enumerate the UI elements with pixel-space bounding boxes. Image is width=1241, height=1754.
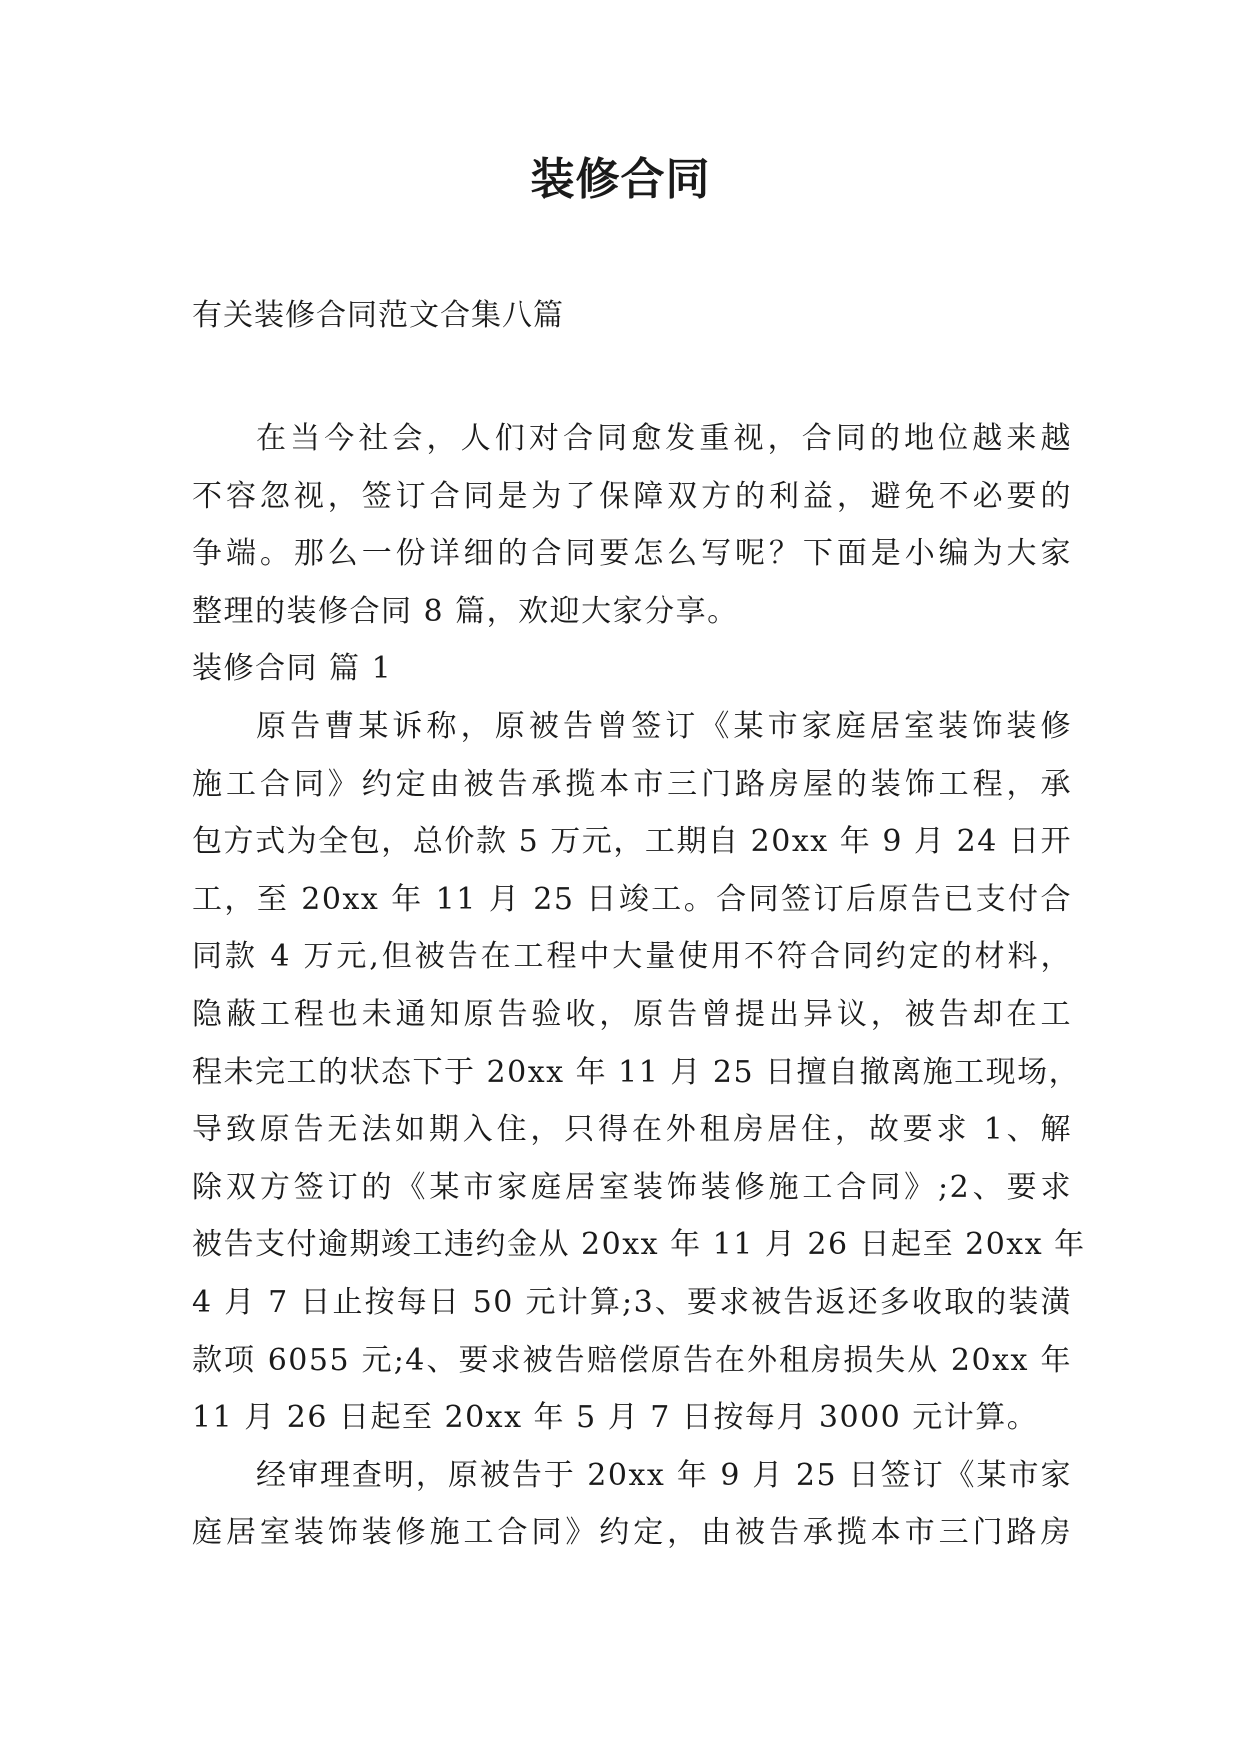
paragraph-line: 导致原告无法如期入住，只得在外租房居住，故要求 1、解	[192, 1112, 1072, 1148]
paragraph-line: 原告曹某诉称，原被告曾签订《某市家庭居室装饰装修	[256, 708, 1072, 744]
paragraph-line: 同款 4 万元,但被告在工程中大量使用不符合同约定的材料，	[192, 939, 1072, 975]
paragraph-line: 庭居室装饰装修施工合同》约定，由被告承揽本市三门路房	[192, 1515, 1072, 1551]
paragraph-line: 隐蔽工程也未通知原告验收，原告曾提出异议，被告却在工	[192, 996, 1072, 1032]
intro-line-2: 不容忽视，签订合同是为了保障双方的利益，避免不必要的	[192, 478, 1072, 514]
paragraph-line: 被告支付逾期竣工违约金从 20xx 年 11 月 26 日起至 20xx 年	[192, 1227, 1086, 1263]
paragraph-line: 除双方签订的《某市家庭居室装饰装修施工合同》;2、要求	[192, 1169, 1072, 1205]
paragraph-line: 工，至 20xx 年 11 月 25 日竣工。合同签订后原告已支付合	[192, 881, 1072, 917]
paragraph-line: 11 月 26 日起至 20xx 年 5 月 7 日按每月 3000 元计算。	[192, 1400, 1039, 1436]
paragraph-line: 程未完工的状态下于 20xx 年 11 月 25 日擅自撤离施工现场，	[192, 1054, 1081, 1090]
document-body	[192, 410, 1086, 1562]
intro-line-4: 整理的装修合同 8 篇，欢迎大家分享。	[192, 593, 739, 629]
paragraph-line: 包方式为全包，总价款 5 万元，工期自 20xx 年 9 月 24 日开	[192, 824, 1072, 860]
section-heading: 装修合同 篇 1	[192, 651, 393, 687]
document-subtitle: 有关装修合同范文合集八篇	[192, 298, 564, 333]
intro-line-1: 在当今社会，人们对合同愈发重视，合同的地位越来越	[256, 421, 1072, 456]
paragraph-line: 经审理查明，原被告于 20xx 年 9 月 25 日签订《某市家	[256, 1457, 1072, 1493]
document-title: 装修合同	[530, 154, 711, 205]
paragraph-line: 施工合同》约定由被告承揽本市三门路房屋的装饰工程，承	[192, 766, 1072, 802]
paragraph-line: 4 月 7 日止按每日 50 元计算;3、要求被告返还多收取的装潢	[192, 1284, 1072, 1320]
intro-line-3: 争端。那么一份详细的合同要怎么写呢？下面是小编为大家	[192, 536, 1072, 572]
paragraph-line: 款项 6055 元;4、要求被告赔偿原告在外租房损失从 20xx 年	[192, 1342, 1072, 1378]
